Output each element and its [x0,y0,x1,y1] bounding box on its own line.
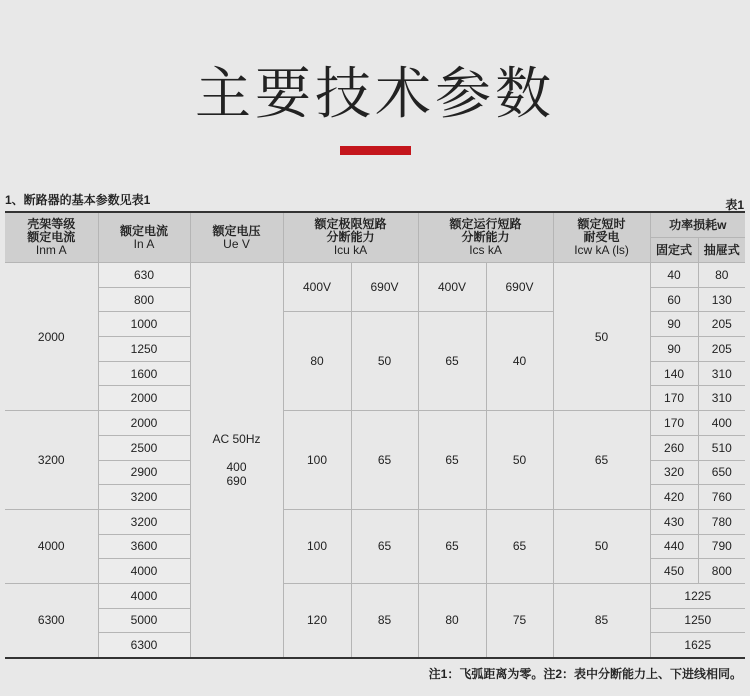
title-underline [340,146,411,155]
power-fixed-cell: 170 [650,411,698,436]
voltage-freq: AC 50Hz [212,432,261,446]
power-fixed-cell: 90 [650,337,698,362]
power-drawout-cell: 80 [698,263,745,288]
icu-690-cell: 690V [351,263,418,312]
icw-cell: 65 [553,411,650,510]
icu-400-cell: 400V [283,263,351,312]
header-drawout: 抽屉式 [698,238,745,263]
header-frame: 壳架等级 额定电流 Inm A [5,212,98,263]
rated-current-cell: 2000 [98,411,190,436]
power-drawout-cell: 310 [698,386,745,411]
ics-690-cell: 75 [486,583,553,658]
parameters-table [5,211,745,659]
power-fixed-cell: 260 [650,435,698,460]
power-fixed-cell: 140 [650,361,698,386]
icu-400-cell: 100 [283,411,351,510]
power-fixed-cell: 420 [650,485,698,510]
power-fixed-cell: 440 [650,534,698,559]
frame-rating-cell: 6300 [5,583,98,658]
header-icw: 额定短时 耐受电 Icw kA (ls) [553,212,650,263]
ics-690-cell: 690V [486,263,553,312]
header-icu: 额定极限短路 分断能力 Icu kA [283,212,418,263]
table-row [5,509,745,534]
power-drawout-cell: 205 [698,312,745,337]
rated-current-cell: 3200 [98,485,190,510]
power-drawout-cell: 650 [698,460,745,485]
icu-400-cell: 120 [283,583,351,658]
power-drawout-cell: 780 [698,509,745,534]
icw-cell: 85 [553,583,650,658]
rated-current-cell: 6300 [98,633,190,658]
power-fixed-cell: 450 [650,559,698,584]
ics-400-cell: 65 [418,312,486,411]
rated-current-cell: 2500 [98,435,190,460]
power-fixed-cell: 320 [650,460,698,485]
icw-cell: 50 [553,509,650,583]
icu-690-cell: 85 [351,583,418,658]
power-fixed-cell: 90 [650,312,698,337]
table-number: 表1 [725,198,744,212]
footnote: 注1：飞弧距离为零。注2：表中分断能力上、下进线相同。 [428,667,742,681]
ics-690-cell: 50 [486,411,553,510]
table-row [5,263,745,288]
power-drawout-cell: 760 [698,485,745,510]
rated-current-cell: 4000 [98,559,190,584]
icu-690-cell: 65 [351,509,418,583]
table-caption: 1、断路器的基本参数见表1 [5,193,151,207]
icu-400-cell: 100 [283,509,351,583]
icu-690-cell: 50 [351,312,418,411]
rated-current-cell: 2000 [98,386,190,411]
rated-current-cell: 800 [98,287,190,312]
power-loss-cell: 1225 [650,583,745,608]
header-power-loss: 功率损耗w [650,212,745,238]
power-drawout-cell: 790 [698,534,745,559]
icw-cell: 50 [553,263,650,411]
table-row [5,583,745,608]
page-title: 主要技术参数 [195,62,555,127]
ics-400-cell: 80 [418,583,486,658]
rated-current-cell: 4000 [98,583,190,608]
table-row [5,411,745,436]
frame-rating-cell: 2000 [5,263,98,411]
rated-current-cell: 2900 [98,460,190,485]
frame-rating-cell: 3200 [5,411,98,510]
rated-voltage-cell [190,263,283,659]
rated-current-cell: 1600 [98,361,190,386]
rated-current-cell: 630 [98,263,190,288]
power-fixed-cell: 170 [650,386,698,411]
header-rated-voltage: 额定电压 Ue V [190,212,283,263]
power-fixed-cell: 430 [650,509,698,534]
ics-400-cell: 400V [418,263,486,312]
ics-690-cell: 40 [486,312,553,411]
power-drawout-cell: 400 [698,411,745,436]
ics-690-cell: 65 [486,509,553,583]
header-fixed: 固定式 [650,238,698,263]
voltage-400: 400 [226,460,247,474]
rated-current-cell: 3200 [98,509,190,534]
power-drawout-cell: 205 [698,337,745,362]
rated-current-cell: 1000 [98,312,190,337]
rated-current-cell: 5000 [98,608,190,633]
frame-rating-cell: 4000 [5,509,98,583]
power-fixed-cell: 40 [650,263,698,288]
rated-current-cell: 1250 [98,337,190,362]
voltage-690: 690 [226,474,247,488]
ics-400-cell: 65 [418,411,486,510]
header-ics: 额定运行短路 分断能力 Ics kA [418,212,553,263]
power-drawout-cell: 800 [698,559,745,584]
rated-current-cell: 3600 [98,534,190,559]
power-loss-cell: 1250 [650,608,745,633]
power-drawout-cell: 310 [698,361,745,386]
power-drawout-cell: 510 [698,435,745,460]
icu-690-cell: 65 [351,411,418,510]
ics-400-cell: 65 [418,509,486,583]
power-loss-cell: 1625 [650,633,745,658]
power-fixed-cell: 60 [650,287,698,312]
power-drawout-cell: 130 [698,287,745,312]
header-rated-current: 额定电流 In A [98,212,190,263]
icu-400-cell: 80 [283,312,351,411]
